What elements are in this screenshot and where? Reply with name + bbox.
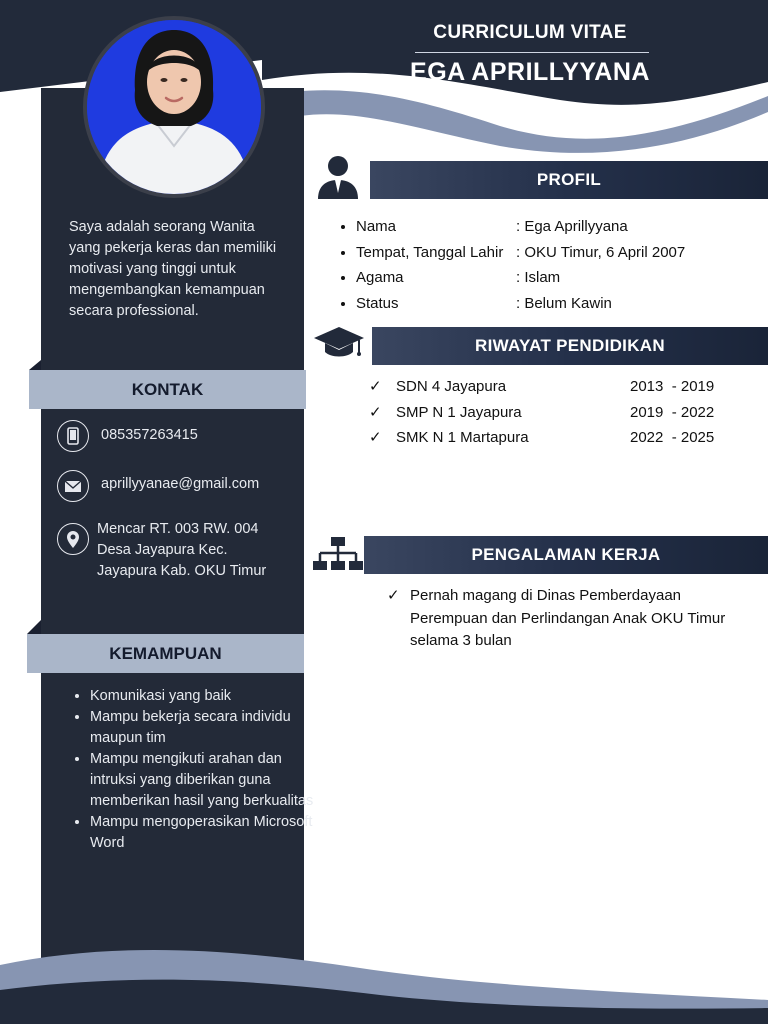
email-address: aprillyyanae@gmail.com bbox=[101, 476, 260, 492]
education-item bbox=[369, 374, 714, 400]
education-years: 2019 - 2022 bbox=[630, 403, 715, 421]
skills-heading: KEMAMPUAN bbox=[27, 634, 304, 673]
profile-item bbox=[356, 240, 685, 266]
education-list bbox=[369, 374, 714, 451]
profile-label: Status bbox=[356, 294, 399, 312]
skill-item: • Mampu mengoperasikan Microsoft Word bbox=[90, 812, 315, 854]
education-item bbox=[369, 425, 714, 451]
person-icon bbox=[315, 155, 361, 199]
profile-label: Nama bbox=[356, 218, 397, 235]
person-name: EGA APRILLYYANA bbox=[410, 58, 650, 86]
profile-value: : Belum Kawin bbox=[516, 294, 612, 312]
work-item bbox=[387, 585, 757, 653]
location-pin-icon bbox=[57, 523, 89, 555]
title-divider bbox=[415, 52, 649, 53]
profile-photo bbox=[83, 16, 265, 198]
contact-heading: KONTAK bbox=[29, 370, 306, 409]
skills-list bbox=[62, 686, 315, 854]
check-icon: ✓ bbox=[369, 403, 382, 421]
profile-heading: PROFIL bbox=[370, 161, 768, 199]
education-years: 2022 - 2025 bbox=[630, 429, 715, 446]
education-item bbox=[369, 400, 714, 426]
check-icon: ✓ bbox=[369, 378, 382, 395]
document-title: CURRICULUM VITAE bbox=[433, 22, 627, 43]
address bbox=[97, 519, 297, 582]
profile-list bbox=[330, 214, 685, 316]
phone-icon bbox=[57, 420, 89, 452]
org-chart-icon bbox=[313, 537, 363, 573]
address-line: Desa Jayapura Kec. bbox=[97, 542, 228, 558]
education-school: SDN 4 Jayapura bbox=[396, 378, 507, 395]
profile-item bbox=[356, 265, 685, 291]
education-school: SMK N 1 Martapura bbox=[396, 429, 529, 446]
profile-item bbox=[356, 291, 685, 317]
address-line: Jayapura Kab. OKU Timur bbox=[97, 563, 267, 579]
check-icon: ✓ bbox=[369, 429, 382, 446]
profile-label: Tempat, Tanggal Lahir bbox=[356, 243, 504, 261]
profile-item bbox=[356, 214, 685, 240]
skill-item: • Mampu bekerja secara individu maupun tim bbox=[90, 707, 315, 749]
education-school: SMP N 1 Jayapura bbox=[396, 403, 522, 421]
profile-value: : Islam bbox=[516, 269, 561, 286]
work-heading: PENGALAMAN KERJA bbox=[364, 536, 768, 574]
profile-label: Agama bbox=[356, 269, 404, 286]
address-line: Mencar RT. 003 RW. 004 bbox=[97, 521, 259, 537]
about-text: Saya adalah seorang Wanita yang pekerja keras dan memiliki motivasi yang tinggi untuk mengembangkan kemampuan secara professional. bbox=[69, 219, 277, 319]
graduation-cap-icon bbox=[313, 325, 365, 359]
profile-value: : OKU Timur, 6 April 2007 bbox=[516, 243, 686, 261]
skill-item: • Mampu mengikuti arahan dan intruksi yang diberikan guna memberikan hasil yang berkualitas bbox=[90, 749, 315, 812]
work-description: Pernah magang di Dinas Pemberdayaan Perempuan dan Perlindangan Anak OKU Timur selama 3 bulan bbox=[410, 587, 726, 649]
education-years: 2013 - 2019 bbox=[630, 378, 715, 395]
phone-number: 085357263415 bbox=[101, 427, 198, 443]
skill-item: • Komunikasi yang baik bbox=[90, 686, 315, 707]
check-icon: ✓ bbox=[387, 587, 400, 604]
profile-value: : Ega Aprillyyana bbox=[516, 218, 628, 235]
education-heading: RIWAYAT PENDIDIKAN bbox=[372, 327, 768, 365]
envelope-icon bbox=[57, 470, 89, 502]
